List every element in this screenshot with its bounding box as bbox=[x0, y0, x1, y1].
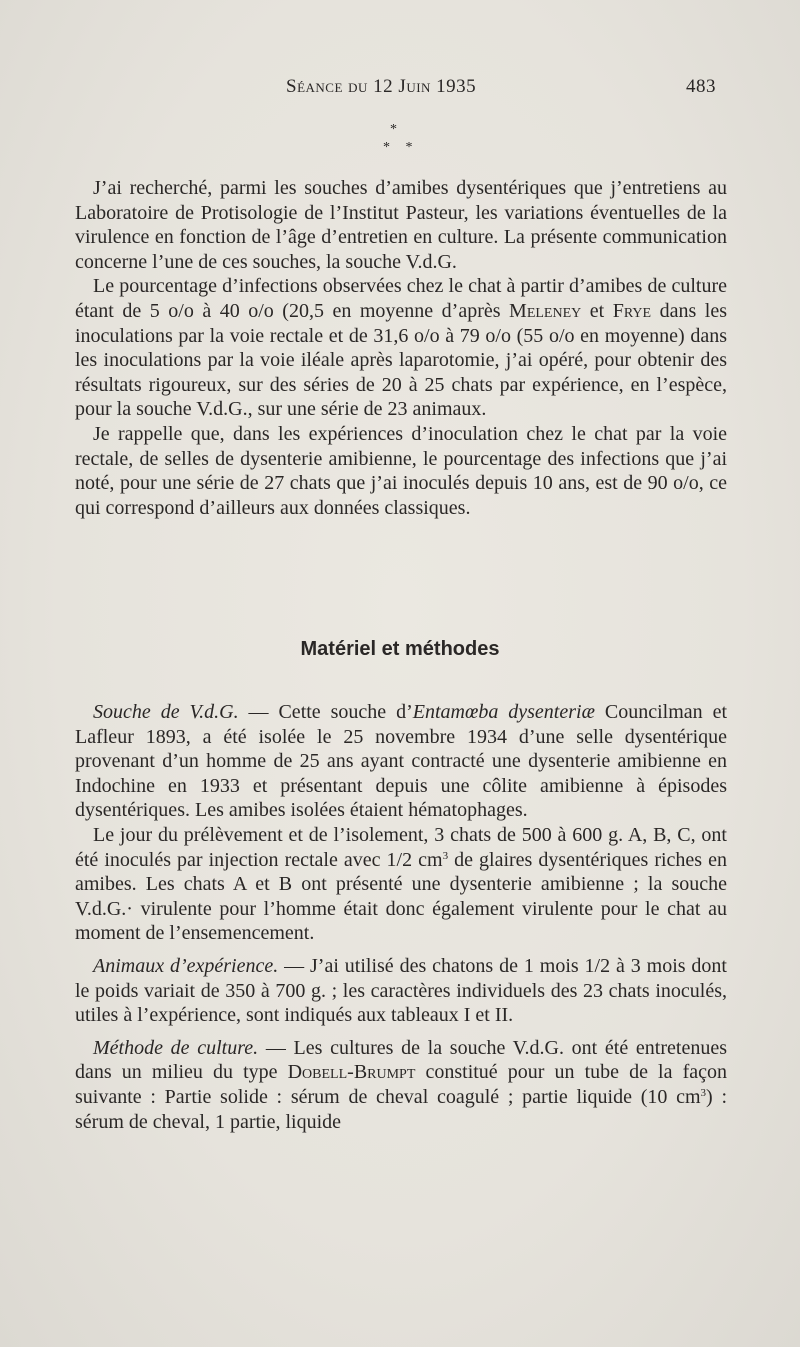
methode-label: Méthode de culture. bbox=[93, 1036, 259, 1059]
jour-paragraph bbox=[75, 823, 727, 946]
methode-paragraph bbox=[75, 1036, 727, 1134]
souche-paragraph bbox=[75, 700, 727, 823]
species-name: Entamœba dysenteriæ bbox=[412, 701, 595, 723]
methods-text bbox=[75, 700, 727, 1134]
souche-dash: — Cette souche d’ bbox=[238, 701, 413, 723]
author-meleney: Meleney bbox=[509, 299, 582, 322]
intro-paragraph-1: J’ai recherché, parmi les souches d’amibes dysentériques que j’entretiens au Laboratoire de Protisologie de l’Institut Pasteur, les variations éventuelles de la virulence en fonction de l’âge d’entretien en culture. La présente communication concerne l’une de ces souches, la souche V.d.G. bbox=[75, 177, 727, 273]
souche-label: Souche de V.d.G. bbox=[93, 701, 239, 723]
section-heading: Matériel et méthodes bbox=[300, 638, 500, 660]
paragraph-gap bbox=[75, 1028, 727, 1036]
methode-text-b: constitué pour un tube de la façon suivante : Partie solide : sérum de cheval coagulé ; partie liquide (10 cm bbox=[75, 1061, 727, 1108]
intro-paragraph-2 bbox=[75, 274, 727, 422]
p2-text-b: dans les inoculations par la voie rectale et de 31,6 o/o à 79 o/o (55 o/o en moyenne) dans les inoculations par la voie iléale après laparotomie, j’ai opéré, pour obtenir des résultats rigoureux, sur des séries de 20 à 25 chats par expérience, en l’espèce, pour la souche V.d.G., sur une série de 23 animaux. bbox=[75, 299, 727, 421]
paragraph-gap bbox=[75, 946, 727, 954]
p2-and: et bbox=[581, 299, 613, 322]
page-header bbox=[0, 76, 800, 102]
running-head: Séance du 12 Juin 1935 bbox=[286, 76, 477, 97]
p2-text-a: Le pourcentage d’infections observées chez le chat à partir d’amibes de culture étant de 5 o/o à 40 o/o (20,5 en moyenne d’après bbox=[75, 275, 727, 322]
asterism-bottom: * * bbox=[383, 140, 419, 155]
methode-text-a: — Les cultures de la souche V.d.G. ont été entretenues dans un milieu du type bbox=[75, 1036, 727, 1084]
page-number: 483 bbox=[686, 76, 716, 97]
asterism-separator bbox=[0, 122, 800, 162]
jour-text-b: de glaires dysentériques riches en amibes. Les chats A et B ont présenté une dysenterie amibienne ; la souche V.d.G.· virulente pour l’homme était donc également virulente pour le chat au moment de l’ensemencement. bbox=[75, 848, 727, 945]
animaux-text: — J’ai utilisé des chatons de 1 mois 1/2 à 3 mois dont le poids variait de 350 à 700 g. ; les caractères individuels des 23 chats inoculés, utiles à l’expérience, sont indiqués aux tableaux I et II. bbox=[75, 954, 727, 1027]
author-dobell-brumpt: Dobell-Brumpt bbox=[287, 1061, 416, 1084]
asterism-top: * bbox=[390, 122, 397, 137]
animaux-label: Animaux d’expérience. bbox=[93, 954, 279, 977]
author-frye: Frye bbox=[612, 299, 652, 322]
intro-text bbox=[75, 176, 727, 520]
intro-paragraph-3: Je rappelle que, dans les expériences d’inoculation chez le chat par la voie rectale, de selles de dysenterie amibienne, le pourcentage des infections que j’ai noté, pour une série de 27 chats que j’ai inoculés depuis 10 ans, est de 90 o/o, ce qui correspond d’ailleurs aux données classiques. bbox=[75, 422, 727, 519]
methode-text-c: ) : sérum de cheval, 1 partie, liquide bbox=[75, 1085, 727, 1133]
souche-text: Councilman et Lafleur 1893, a été isolée le 25 novembre 1934 d’une selle dysentérique provenant d’un homme de 25 ans ayant contracté une dysenterie amibienne en Indochine en 1933 et présentant depuis une côlite amibienne à épisodes dysentériques. Les amibes isolées étaient hématophages. bbox=[75, 701, 727, 822]
methode-superscript: 3 bbox=[700, 1086, 707, 1099]
animaux-paragraph bbox=[75, 954, 727, 1028]
jour-text-a: Le jour du prélèvement et de l’isolement, 3 chats de 500 à 600 g. A, B, C, ont été inoculés par injection rectale avec 1/2 cm bbox=[75, 823, 727, 871]
jour-superscript: 3 bbox=[442, 849, 449, 862]
